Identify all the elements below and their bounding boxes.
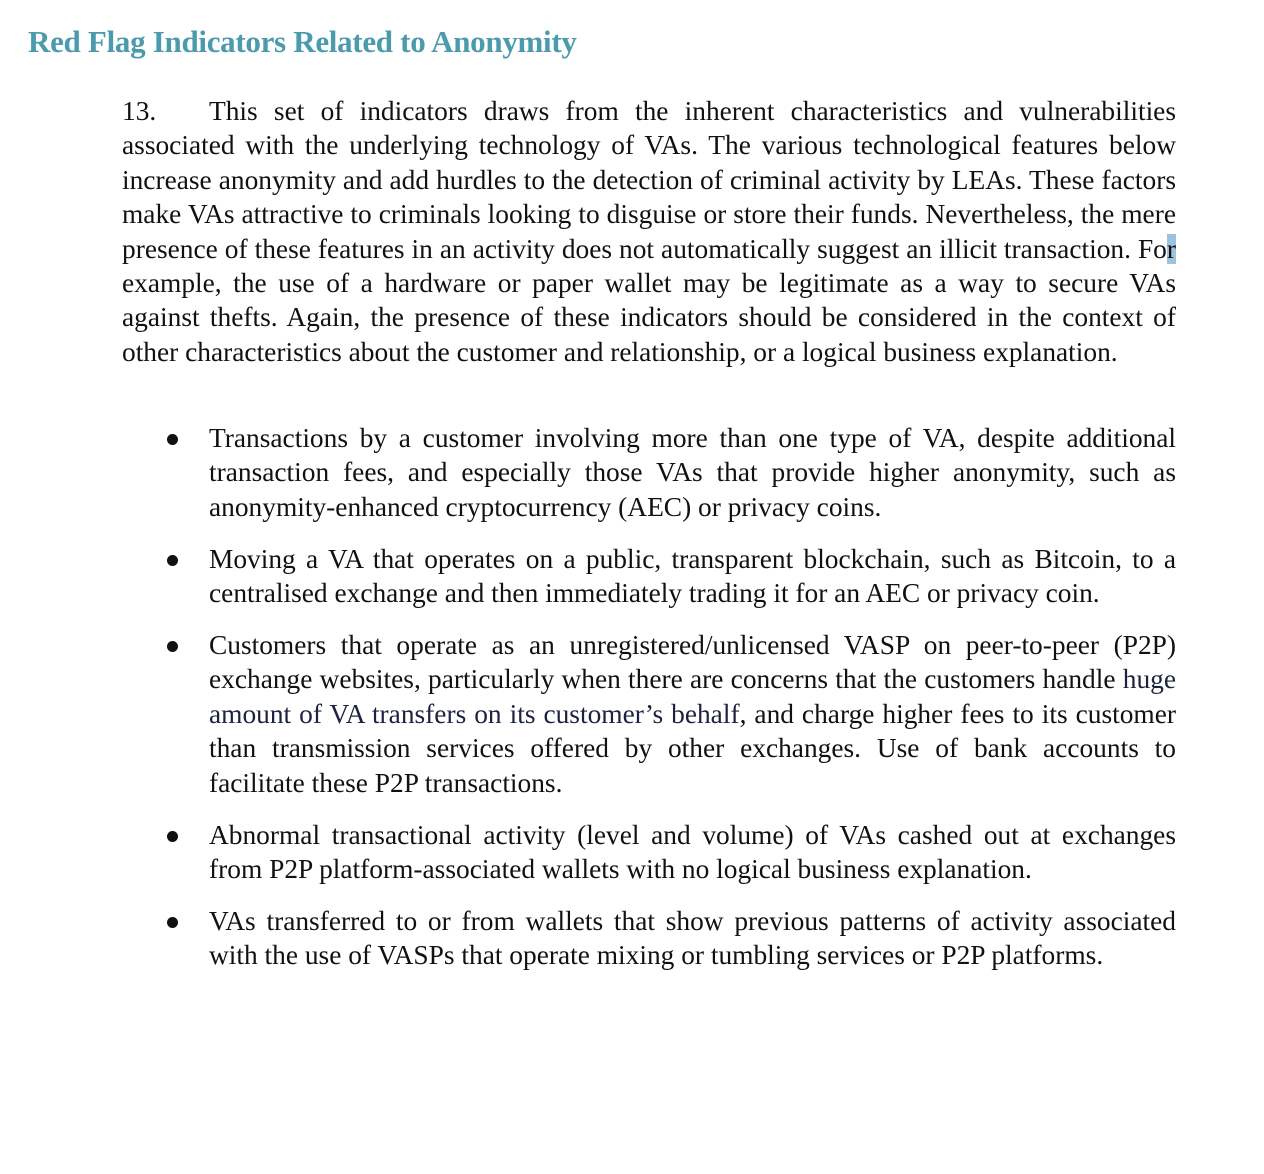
paragraph-text-start: This set of indicators draws from the inherent characteristics and vulnerabilities associated with the underlying technology of VAs. The various technological features below increase anonymity and add hurdles to the detection of criminal activity by LEAs. These factors make VAs attractive to criminals looking to disguise or store their funds. Nevertheless, the mere presence of these features in an activity does not automatically suggest an illicit transaction. Fo	[122, 96, 1176, 264]
bullet-icon	[167, 831, 178, 842]
section-heading: Red Flag Indicators Related to Anonymity	[28, 24, 577, 59]
red-flag-list	[122, 421, 1176, 990]
list-item-text	[209, 628, 1176, 800]
list-item-text: Transactions by a customer involving more than one type of VA, despite additional transaction fees, and especially those VAs that provide higher anonymity, such as anonymity-enhanced cryptocurrency (AEC) or privacy coins.	[209, 423, 1176, 522]
bullet-icon	[167, 555, 178, 566]
list-item-text: Abnormal transactional activity (level and volume) of VAs cashed out at exchanges from P2P platform-associated wallets with no logical business explanation.	[209, 819, 1176, 884]
list-item-text: Moving a VA that operates on a public, transparent blockchain, such as Bitcoin, to a centralised exchange and then immediately trading it for an AEC or privacy coin.	[209, 543, 1176, 609]
list-item	[122, 818, 1176, 887]
list-item-text-end: , and charge higher fees to its customer than transmission services offered by other exchanges. Use of bank accounts to facilitate these P2P transactions.	[209, 698, 1176, 798]
paragraph-13	[122, 94, 1176, 369]
bullet-icon	[167, 641, 178, 652]
list-item	[122, 421, 1176, 524]
bullet-icon	[167, 434, 178, 445]
list-item	[122, 904, 1176, 973]
bullet-icon	[167, 917, 178, 928]
list-item-text: VAs transferred to or from wallets that show previous patterns of activity associated with the use of VASPs that operate mixing or tumbling services or P2P platforms.	[209, 905, 1176, 971]
list-item	[122, 628, 1176, 800]
list-item	[122, 542, 1176, 611]
list-item-text-start: Customers that operate as an unregistered/unlicensed VASP on peer-to-peer (P2P) exchange websites, particularly when there are concerns that the customers handle	[209, 630, 1176, 695]
paragraph-text-end: example, the use of a hardware or paper wallet may be legitimate as a way to secure VAs against thefts. Again, the presence of these indicators should be considered in the context of other characteristics about the customer and relationship, or a logical business explanation.	[122, 268, 1176, 367]
list-item-text-alt-color: huge amount of VA transfers on its customer’s behalf	[209, 664, 1176, 729]
text-selection-highlight[interactable]: r	[1166, 233, 1176, 264]
paragraph-number: 13.	[122, 96, 157, 126]
